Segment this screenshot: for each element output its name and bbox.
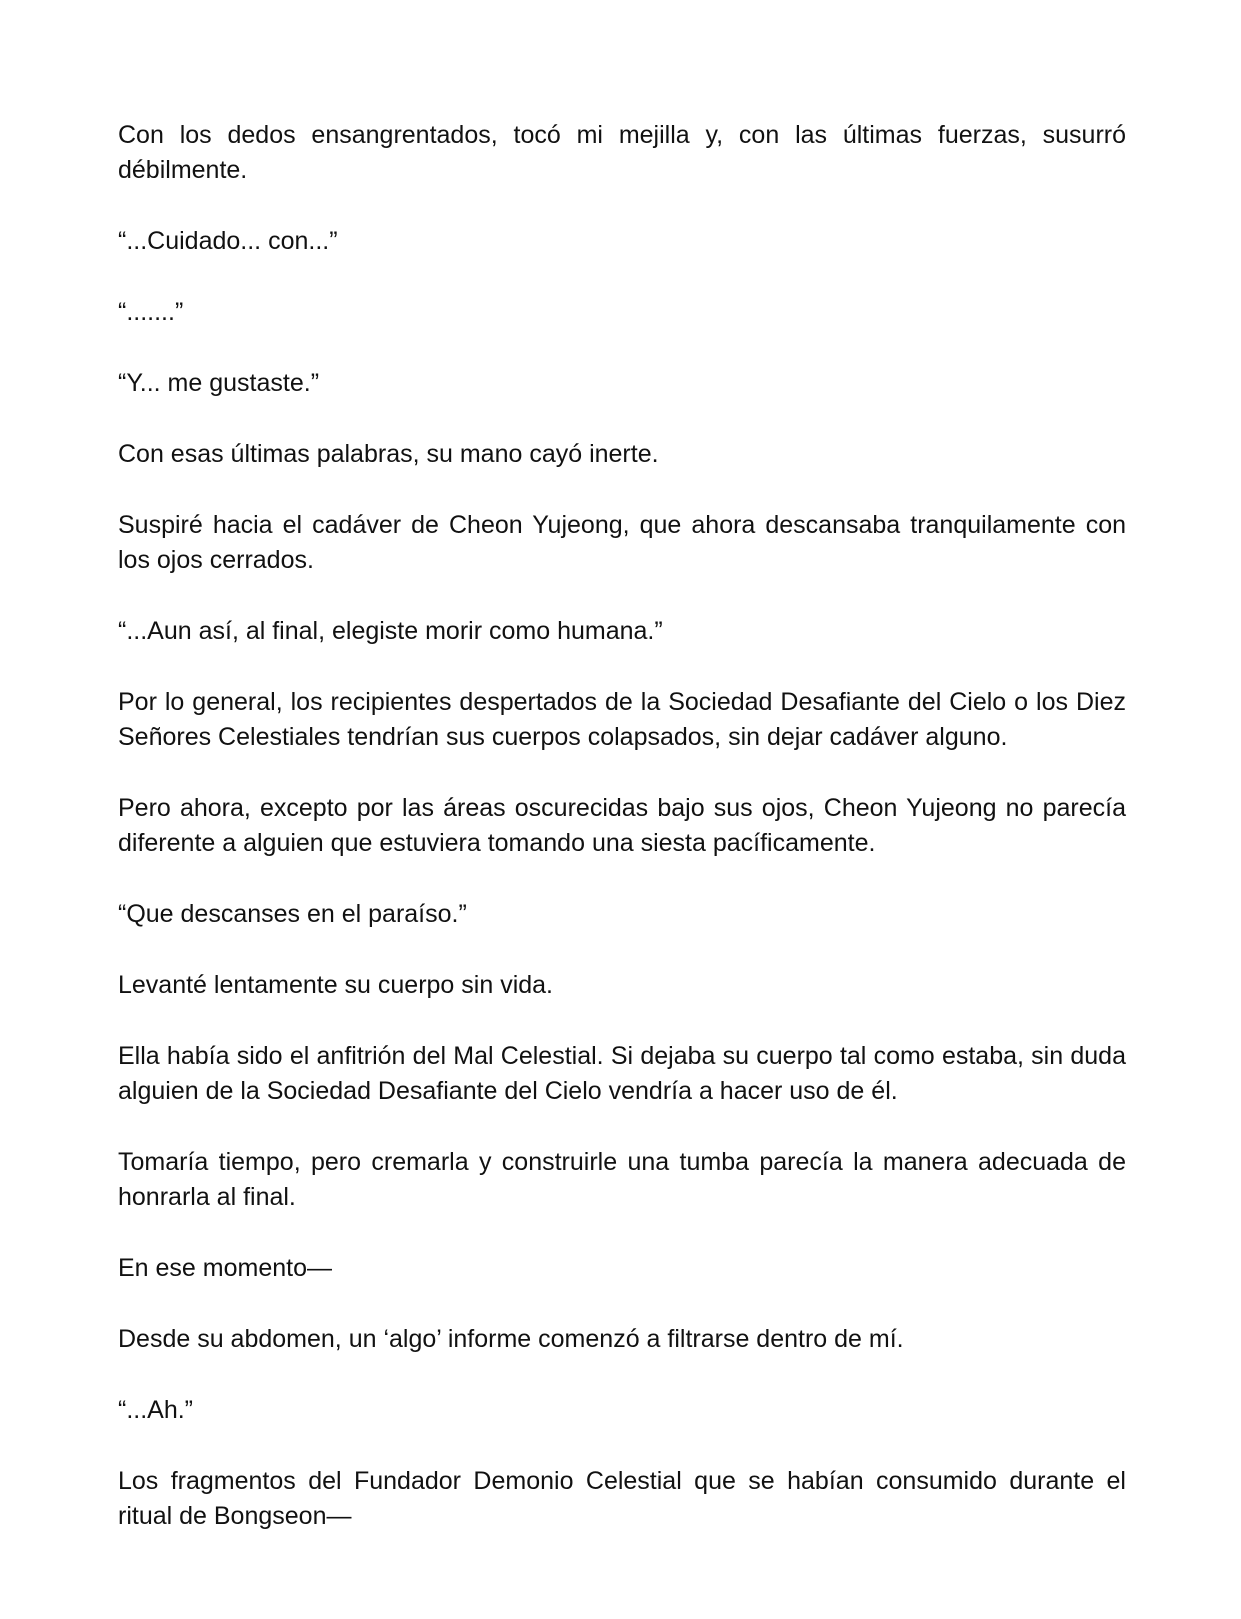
paragraph: Con esas últimas palabras, su mano cayó inerte.	[118, 440, 659, 468]
paragraph: Por lo general, los recipientes despertados de la Sociedad Desafiante del Cielo o los Diez Señores Celestiales tendrían sus cuerpos colapsados, sin dejar cadáver alguno.	[118, 688, 1126, 751]
paragraph: Tomaría tiempo, pero cremarla y construirle una tumba parecía la manera adecuada de honrarla al final.	[118, 1148, 1126, 1211]
paragraph: Levanté lentamente su cuerpo sin vida.	[118, 971, 553, 999]
paragraph: En ese momento—	[118, 1254, 332, 1282]
paragraph: Ella había sido el anfitrión del Mal Celestial. Si dejaba su cuerpo tal como estaba, sin duda alguien de la Sociedad Desafiante del Cielo vendría a hacer uso de él.	[118, 1042, 1126, 1105]
paragraph: “...Aun así, al final, elegiste morir como humana.”	[118, 617, 663, 645]
paragraph: Con los dedos ensangrentados, tocó mi mejilla y, con las últimas fuerzas, susurró débilmente.	[118, 121, 1126, 184]
paragraph: “.......”	[118, 298, 184, 326]
paragraph: Los fragmentos del Fundador Demonio Celestial que se habían consumido durante el ritual de Bongseon—	[118, 1467, 1126, 1530]
paragraph: Pero ahora, excepto por las áreas oscurecidas bajo sus ojos, Cheon Yujeong no parecía diferente a alguien que estuviera tomando una siesta pacíficamente.	[118, 794, 1126, 857]
paragraph: “Y... me gustaste.”	[118, 369, 320, 397]
paragraph: Desde su abdomen, un ‘algo’ informe comenzó a filtrarse dentro de mí.	[118, 1325, 904, 1353]
paragraph: “...Cuidado... con...”	[118, 227, 338, 255]
paragraph: Suspiré hacia el cadáver de Cheon Yujeong, que ahora descansaba tranquilamente con los ojos cerrados.	[118, 511, 1126, 574]
paragraph: “...Ah.”	[118, 1396, 194, 1424]
paragraph: “Que descanses en el paraíso.”	[118, 900, 467, 928]
document-page	[118, 118, 1126, 1570]
